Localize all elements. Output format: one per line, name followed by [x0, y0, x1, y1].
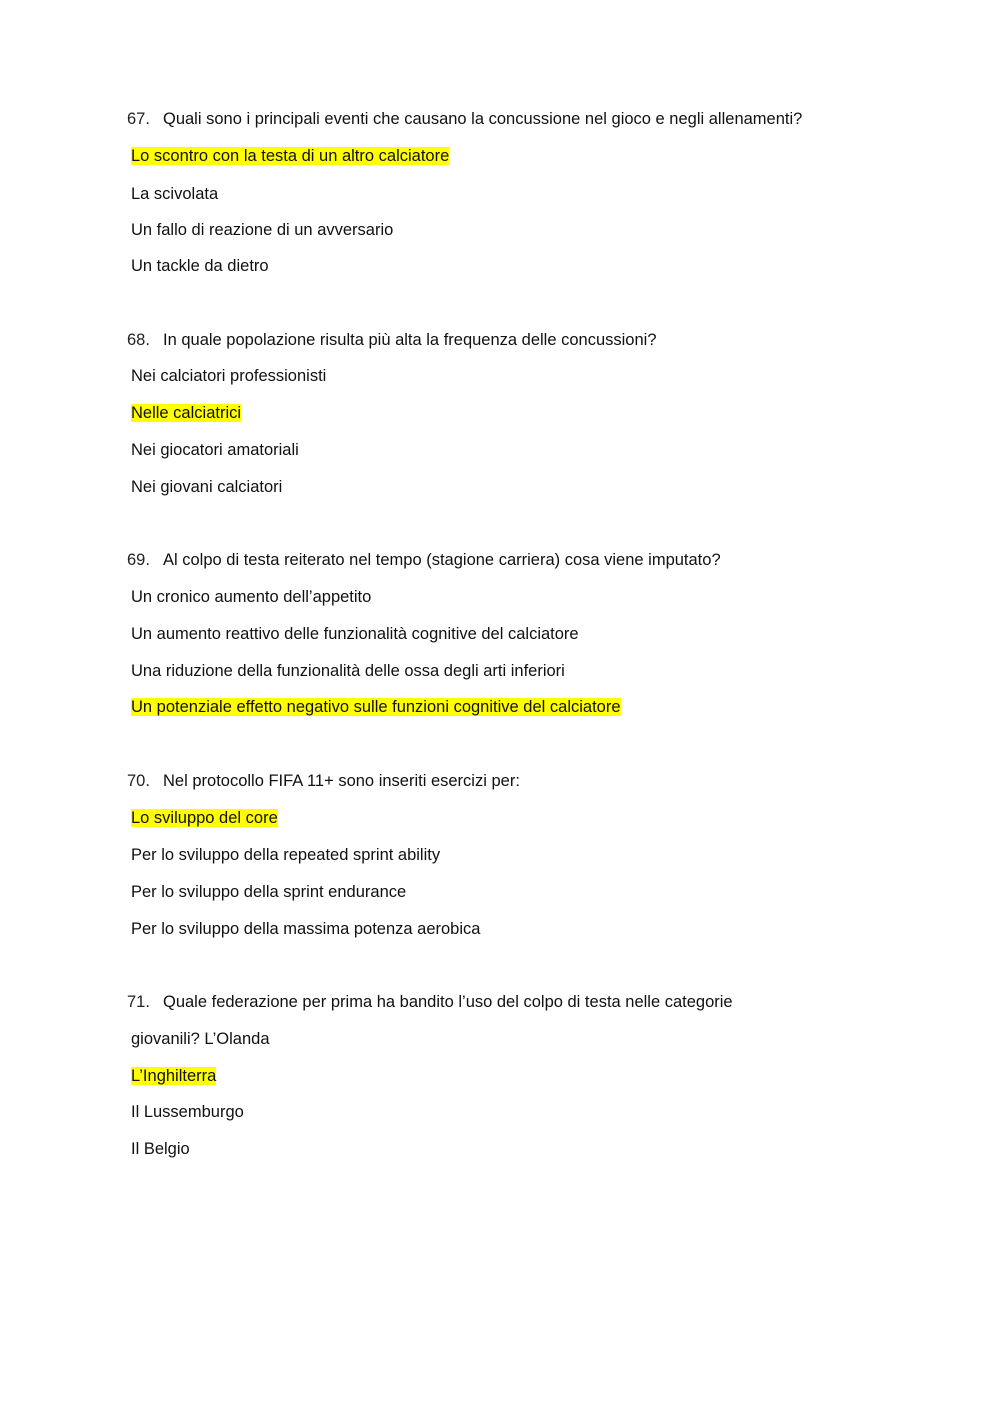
answer-text: Per lo sviluppo della massima potenza aerobica: [131, 920, 481, 938]
answer-item: [131, 1138, 190, 1160]
question-text: Quale federazione per prima ha bandito l’uso del colpo di testa nelle categorie: [163, 993, 733, 1011]
answer-item: [131, 660, 565, 682]
highlighted-answer: Lo scontro con la testa di un altro calciatore: [131, 147, 450, 165]
answer-text: Per lo sviluppo della repeated sprint ability: [131, 846, 441, 864]
answer-item: [131, 586, 371, 608]
answer-item: [131, 365, 326, 387]
answer-text: Nei calciatori professionisti: [131, 367, 327, 385]
answer-text: Una riduzione della funzionalità delle ossa degli arti inferiori: [131, 662, 565, 680]
answer-item: [131, 145, 449, 167]
answer-item: [131, 255, 269, 277]
question-text-continuation: giovanili? L’Olanda: [131, 1030, 270, 1048]
highlighted-answer: L’Inghilterra: [131, 1067, 217, 1085]
answer-item: [131, 1101, 244, 1123]
answer-item: [131, 183, 218, 205]
answer-text: Nei giovani calciatori: [131, 478, 283, 496]
highlighted-answer: Nelle calciatrici: [131, 404, 242, 422]
answer-item: [131, 881, 406, 903]
answer-item: [131, 807, 278, 829]
answer-text: Per lo sviluppo della sprint endurance: [131, 883, 407, 901]
answer-item: [131, 402, 241, 424]
answer-text: Il Lussemburgo: [131, 1103, 244, 1121]
answer-item: [131, 476, 282, 498]
answer-item: [131, 219, 393, 241]
question-text: Al colpo di testa reiterato nel tempo (stagione carriera) cosa viene imputato?: [163, 551, 721, 569]
question-text: Quali sono i principali eventi che causano la concussione nel gioco e negli allenamenti?: [163, 110, 803, 128]
answer-text: Il Belgio: [131, 1140, 190, 1158]
question-69: [127, 549, 721, 571]
question-number: 70.: [127, 772, 150, 790]
question-number: 71.: [127, 993, 150, 1011]
answer-item: [131, 918, 480, 940]
answer-text: La scivolata: [131, 185, 219, 203]
question-text-continued: [131, 1028, 270, 1050]
answer-item: [131, 1065, 216, 1087]
answer-item: [131, 623, 579, 645]
question-number: 69.: [127, 551, 150, 569]
answer-item: [131, 696, 621, 718]
question-67: [127, 108, 802, 130]
answer-text: Un cronico aumento dell’appetito: [131, 588, 372, 606]
answer-text: Nei giocatori amatoriali: [131, 441, 299, 459]
answer-text: Un tackle da dietro: [131, 257, 269, 275]
answer-text: Un fallo di reazione di un avversario: [131, 221, 394, 239]
question-text: Nel protocollo FIFA 11+ sono inseriti esercizi per:: [163, 772, 520, 790]
question-text: In quale popolazione risulta più alta la frequenza delle concussioni?: [163, 331, 657, 349]
answer-item: [131, 439, 299, 461]
answer-item: [131, 844, 440, 866]
highlighted-answer: Lo sviluppo del core: [131, 809, 278, 827]
question-70: [127, 770, 520, 792]
question-71: [127, 991, 733, 1013]
question-number: 68.: [127, 331, 150, 349]
question-number: 67.: [127, 110, 150, 128]
question-68: [127, 329, 657, 351]
highlighted-answer: Un potenziale effetto negativo sulle funzioni cognitive del calciatore: [131, 698, 621, 716]
answer-text: Un aumento reattivo delle funzionalità cognitive del calciatore: [131, 625, 579, 643]
